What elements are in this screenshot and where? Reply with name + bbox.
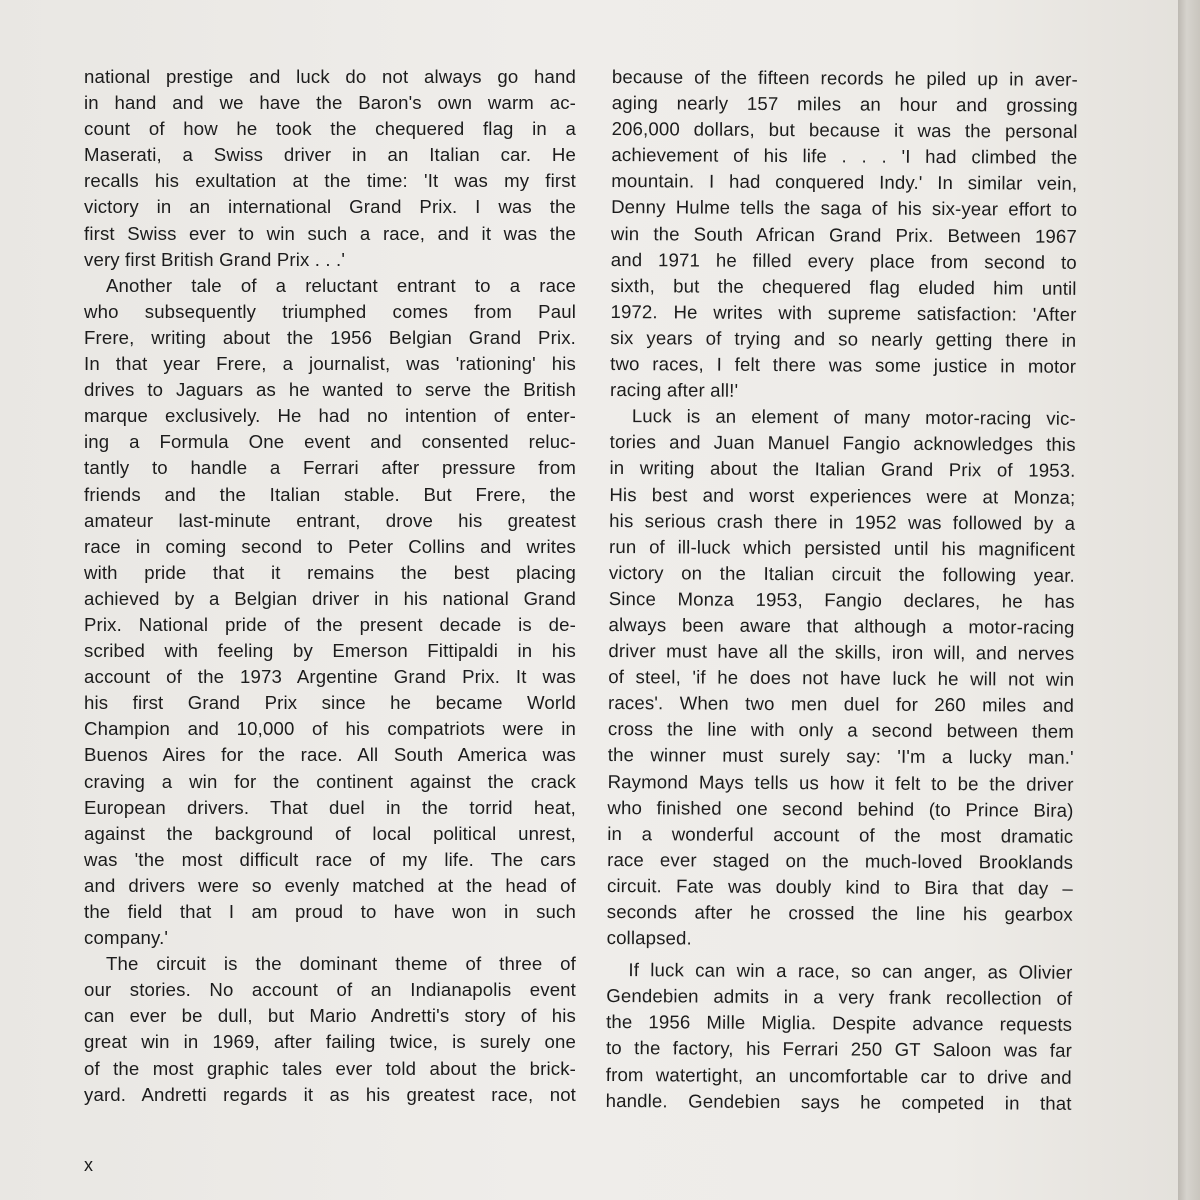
text-line: with pride that it remains the best placing: [84, 561, 576, 583]
text-line: Raymond Mays tells us how it felt to be the driver: [607, 770, 1074, 795]
text-line: drives to Jaguars as he wanted to serve the British: [84, 379, 576, 401]
text-line: Buenos Aires for the race. All South America was: [84, 744, 576, 766]
text-line: 206,000 dollars, but because it was the personal: [611, 118, 1078, 143]
text-line: friends and the Italian stable. But Frere, the: [84, 483, 576, 505]
text-line: amateur last-minute entrant, drove his greatest: [84, 509, 576, 531]
text-line: aging nearly 157 miles an hour and grossing: [611, 92, 1078, 116]
paragraph: [606, 957, 1073, 1116]
text-line: races'. When two men duel for 260 miles and: [608, 692, 1075, 717]
text-line: European drivers. That duel in the torrid heat,: [84, 796, 576, 818]
text-line: achievement of his life . . . 'I had climbed the: [611, 144, 1078, 169]
text-line: achieved by a Belgian driver in his national Grand: [84, 587, 576, 609]
text-line: In that year Frere, a journalist, was 'rationing' his: [84, 353, 576, 375]
text-line: If luck can win a race, so can anger, as Olivier: [628, 959, 1073, 984]
text-line: first Swiss ever to win such a race, and it was the: [84, 222, 576, 244]
text-line: race in coming second to Peter Collins and writes: [84, 535, 576, 557]
text-line: marque exclusively. He had no intention of enter-: [84, 405, 576, 427]
text-line: seconds after he crossed the line his gearbox: [606, 900, 1073, 925]
page-number: x: [84, 1155, 93, 1175]
page-edge: [1178, 0, 1200, 1200]
text-line: His best and worst experiences were at Monza;: [609, 483, 1076, 508]
text-line: of steel, 'if he does not have luck he will not win: [608, 666, 1075, 690]
text-line: 1972. He writes with supreme satisfaction: 'After: [610, 300, 1077, 325]
text-line: Luck is an element of many motor-racing vic-: [631, 405, 1076, 430]
paragraph: [84, 951, 576, 1108]
text-line: Denny Hulme tells the saga of his six-year effort to: [611, 196, 1078, 221]
text-line: mountain. I had conquered Indy.' In similar vein,: [611, 170, 1078, 195]
text-line: craving a win for the continent against the crack: [84, 770, 576, 792]
text-line: always been aware that although a motor-racing: [608, 613, 1075, 638]
text-line: Frere, writing about the 1956 Belgian Grand Prix.: [84, 326, 576, 348]
text-line: his first Grand Prix since he became World: [84, 692, 576, 714]
text-line: account of the 1973 Argentine Grand Prix. It was: [84, 666, 576, 688]
text-line: tantly to handle a Ferrari after pressure from: [84, 457, 576, 479]
text-line: of the most graphic tales ever told about the brick-: [84, 1057, 576, 1079]
paragraph: [610, 64, 1078, 406]
text-line: sixth, but the chequered flag eluded him until: [610, 274, 1077, 299]
text-line: in writing about the Italian Grand Prix of 1953.: [609, 457, 1076, 482]
text-line: recalls his exultation at the time: 'It was my first: [84, 170, 576, 192]
text-line: victory on the Italian circuit the following year.: [608, 561, 1075, 586]
text-line: because of the fifteen records he piled up in aver-: [611, 65, 1078, 90]
text-line: race ever staged on the much-loved Brooklands: [607, 848, 1074, 873]
paragraph: [84, 273, 576, 951]
text-line: was 'the most difficult race of my life. The cars: [84, 848, 576, 870]
text-line: against the background of local political unrest,: [84, 822, 576, 844]
text-line: Maserati, a Swiss driver in an Italian car. He: [84, 144, 576, 166]
text-line: yard. Andretti regards it as his greatest race, not: [84, 1083, 576, 1105]
text-line: the winner must surely say: 'I'm a lucky man.': [607, 744, 1074, 769]
text-line: and 1971 he filled every place from second to: [610, 248, 1077, 273]
text-line: handle. Gendebien says he competed in that: [605, 1089, 1072, 1114]
text-line: scribed with feeling by Emerson Fittipaldi in his: [84, 640, 576, 662]
text-line: from watertight, an uncomfortable car to drive and: [605, 1063, 1072, 1088]
text-line: can ever be dull, but Mario Andretti's story of his: [84, 1005, 576, 1027]
text-line: driver must have all the skills, iron will, and nerves: [608, 640, 1075, 664]
text-line: Prix. National pride of the present decade is de-: [84, 613, 576, 635]
left-text-column: [84, 64, 576, 1108]
text-line: six years of trying and so nearly getting there in: [610, 326, 1077, 351]
text-line: who subsequently triumphed comes from Paul: [84, 300, 576, 322]
text-line: racing after all!': [609, 379, 739, 401]
text-line: the 1956 Mille Miglia. Despite advance requests: [606, 1011, 1073, 1036]
text-line: our stories. No account of an Indianapolis event: [84, 979, 576, 1001]
text-line: in a wonderful account of the most dramatic: [607, 822, 1074, 847]
text-line: Since Monza 1953, Fangio declares, he has: [608, 587, 1075, 612]
text-line: ing a Formula One event and consented reluc-: [84, 431, 576, 453]
text-line: and drivers were so evenly matched at the head of: [84, 874, 576, 896]
text-line: his serious crash there in 1952 was followed by a: [609, 509, 1076, 534]
text-line: two races, I felt there was some justice in motor: [610, 353, 1077, 377]
text-line: Another tale of a reluctant entrant to a race: [106, 274, 576, 296]
text-line: collapsed.: [606, 927, 692, 949]
paragraph: [84, 64, 576, 273]
text-line: Gendebien admits in a very frank recollection of: [606, 985, 1073, 1010]
text-line: run of ill-luck which persisted until his magnificent: [608, 535, 1076, 560]
text-line: who finished one second behind (to Prince Bira): [607, 796, 1074, 821]
text-line: company.': [84, 927, 169, 949]
text-line: count of how he took the chequered flag in a: [84, 118, 576, 140]
text-line: national prestige and luck do not always go hand: [84, 66, 576, 87]
text-line: very first British Grand Prix . . .': [84, 248, 346, 270]
text-line: great win in 1969, after failing twice, is surely one: [84, 1031, 576, 1053]
text-line: The circuit is the dominant theme of three of: [106, 953, 576, 975]
right-text-column: [606, 64, 1078, 1117]
text-line: circuit. Fate was doubly kind to Bira that day –: [606, 874, 1074, 899]
paragraph: [607, 403, 1076, 954]
text-line: win the South African Grand Prix. Between 1967: [610, 222, 1078, 247]
text-line: the field that I am proud to have won in such: [84, 901, 576, 922]
text-line: cross the line with only a second between them: [607, 718, 1074, 743]
text-line: tories and Juan Manuel Fangio acknowledges this: [609, 431, 1076, 456]
text-line: victory in an international Grand Prix. I was the: [84, 196, 576, 218]
text-line: Champion and 10,000 of his compatriots were in: [84, 718, 576, 740]
text-line: in hand and we have the Baron's own warm ac-: [84, 92, 576, 114]
text-line: to the factory, his Ferrari 250 GT Saloon was far: [605, 1037, 1073, 1062]
